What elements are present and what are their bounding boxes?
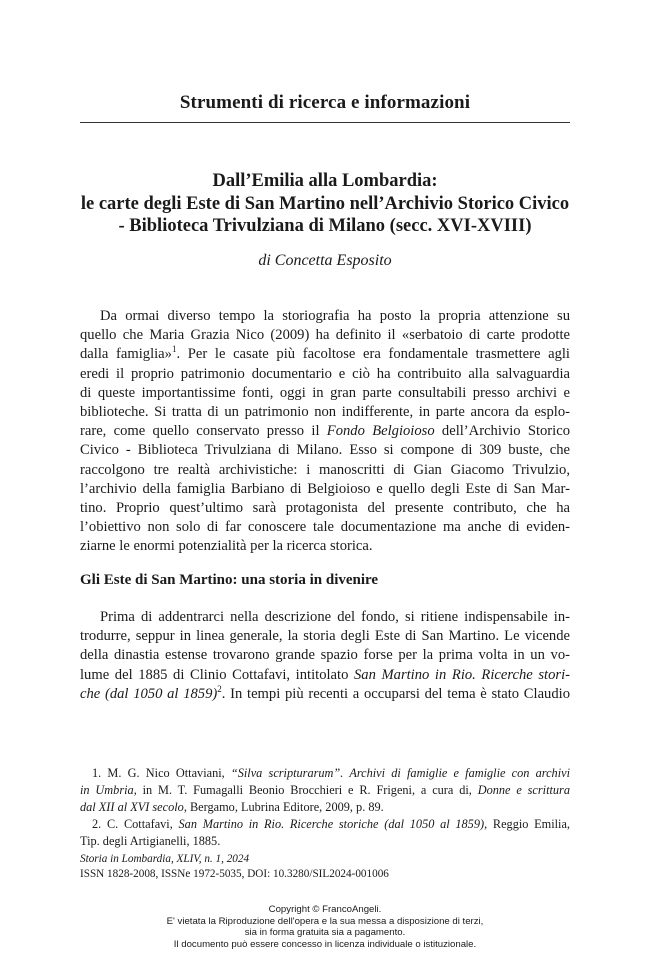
header-rule	[80, 122, 570, 123]
text-fragment: 1. M. G. Nico Ottaviani,	[92, 766, 231, 780]
text-line: Da ormai diverso tempo la storiografia ha posto la propria attenzione su	[100, 308, 570, 324]
text-line: ziarne le enormi potenzialità per la ricerca storica.	[80, 538, 373, 555]
text-line	[80, 666, 570, 685]
text-line	[80, 685, 570, 704]
title-line: - Biblioteca Trivulziana di Milano (secc. XVI-XVIII)	[118, 216, 532, 236]
italic-fragment: Donne e scrittura	[477, 783, 570, 797]
footnote-ref[interactable]: 2	[217, 683, 222, 694]
text-line: l’archivio della famiglia Barbiano di Belgioioso e quello degli Este di San Mar-	[80, 480, 570, 497]
italic-fragment: San Martino in Rio. Ricerche stori-	[353, 666, 570, 683]
text-fragment: , Reggio Emilia,	[484, 817, 570, 831]
journal-citation: Storia in Lombardia, XLIV, n. 1, 2024	[80, 853, 250, 865]
text-line: biblioteche. Si tratta di un patrimonio non indifferente, in parte ancora da esplo-	[80, 403, 570, 420]
footnote-line	[80, 782, 570, 799]
text-line: raccolgono tre realtà archivistiche: i manoscritti di Gian Giacomo Trivulzio,	[80, 461, 570, 478]
section-header: Strumenti di ricerca e informazioni	[179, 92, 471, 113]
text-fragment: dalla famiglia»	[80, 346, 172, 363]
text-line: quello che Maria Grazia Nico (2009) ha definito il «serbatoio di carte prodotte	[80, 327, 570, 344]
text-line: trodurre, seppur in linea generale, la storia degli Este di San Martino. Le vicende	[80, 628, 570, 645]
text-fragment: . In tempi più recenti a occuparsi del tema è stato Claudio	[221, 685, 570, 702]
text-fragment: . Per le casate più facoltose era fondamentale trasmettere agli	[176, 346, 570, 363]
second-paragraph	[80, 608, 570, 704]
text-line: di queste importantissime fonti, oggi in gran parte consultabili presso archivi e	[80, 384, 570, 401]
text-line: tino. Proprio quest’ultimo sarà protagonista del presente contributo, che ha	[80, 499, 570, 516]
copyright-notice	[100, 904, 550, 950]
text-fragment: lume del 1885 di Clinio Cottafavi, intitolato	[80, 666, 354, 683]
italic-fragment: San Martino in Rio. Ricerche storiche (dal 1050 al 1859)	[178, 817, 485, 831]
text-fragment: , in M. T. Fumagalli Beonio Brocchieri e R. Frigeni, a cura di,	[133, 783, 478, 797]
footnote-line	[80, 816, 570, 833]
journal-info	[80, 852, 570, 882]
text-line: eredi il proprio patrimonio documentario e ciò ha contribuito alla salvaguardia	[80, 365, 570, 382]
italic-fragment: in Umbria	[80, 783, 134, 797]
issn-doi: ISSN 1828-2008, ISSNe 1972-5035, DOI: 10.3280/SIL2024-001006	[80, 868, 389, 880]
title-line: le carte degli Este di San Martino nell’Archivio Storico Civico	[80, 193, 570, 214]
text-fragment: , Bergamo, Lubrina Editore, 2009, p. 89.	[183, 800, 384, 814]
italic-fragment: Fondo Belgioioso	[326, 423, 435, 440]
italic-fragment: che (dal 1050 al 1859)	[80, 685, 218, 702]
text-line: Prima di addentrarci nella descrizione del fondo, si ritiene indispensabile in-	[100, 609, 570, 625]
copyright-line: Il documento può essere concesso in licenza individuale o istituzionale.	[173, 938, 477, 950]
text-line: della dinastia estense trovarono grande spazio forse per la prima volta in un vo-	[80, 647, 570, 664]
footnote-line: Tip. degli Artigianelli, 1885.	[80, 834, 221, 848]
copyright-line: E' vietata la Riproduzione dell'opera e la sua messa a disposizione di terzi,	[166, 915, 484, 927]
article-title	[70, 170, 580, 238]
footnote-line	[80, 799, 570, 816]
footnote-line	[80, 765, 570, 782]
intro-paragraph	[80, 307, 570, 556]
text-fragment: 2. C. Cottafavi,	[92, 817, 179, 831]
footnotes	[80, 765, 570, 850]
footnote-ref[interactable]: 1	[171, 344, 177, 355]
section-subheading: Gli Este di San Martino: una storia in divenire	[80, 572, 379, 588]
italic-fragment: “Silva scripturarum”. Archivi di famiglie e famiglie con archivi	[230, 766, 570, 780]
title-line: Dall’Emilia alla Lombardia:	[212, 171, 438, 191]
text-line: Civico - Biblioteca Trivulziana di Milano. Esso si compone di 309 buste, che	[80, 442, 570, 459]
text-line: l’obiettivo non solo di far conoscere tale documentazione ma anche di eviden-	[80, 519, 570, 536]
text-line	[80, 345, 570, 364]
copyright-line: sia in forma gratuita sia a pagamento.	[244, 927, 406, 939]
italic-fragment: dal XII al XVI secolo	[80, 800, 184, 814]
copyright-line: Copyright © FrancoAngeli.	[268, 904, 382, 915]
article-author: di Concetta Esposito	[258, 252, 392, 269]
text-fragment: dell’Archivio Storico	[434, 423, 570, 440]
text-line	[80, 422, 570, 441]
text-fragment: rare, come quello conservato presso il	[80, 423, 327, 440]
